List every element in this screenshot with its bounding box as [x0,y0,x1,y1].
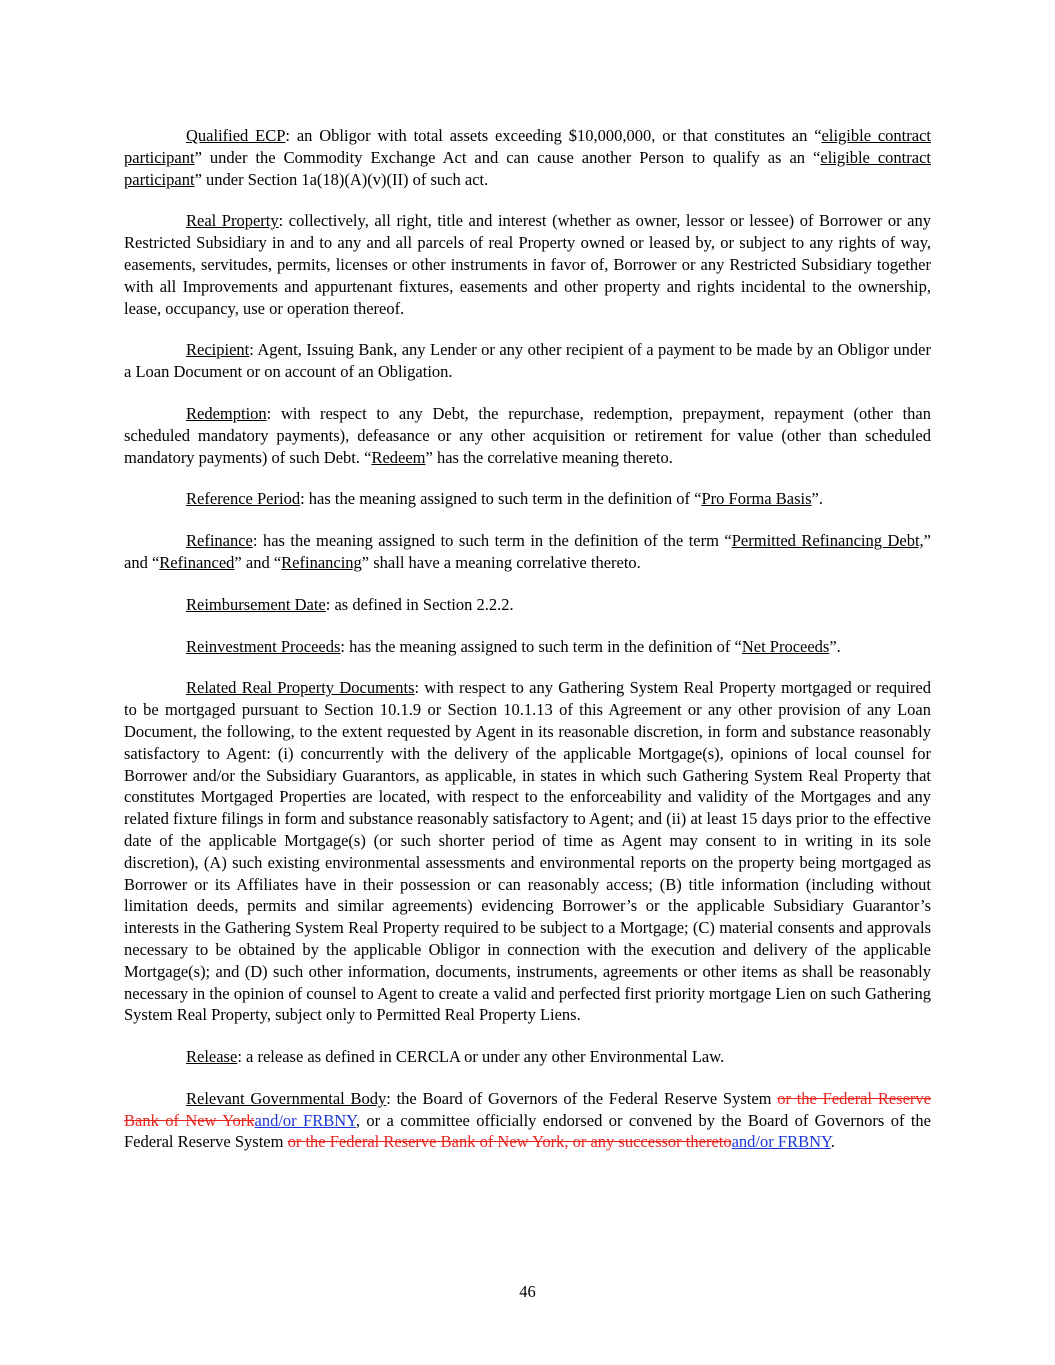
cross-reference: Redeem [371,447,426,467]
definition-text: : as defined in Section 2.2.2. [325,594,514,614]
inserted-text: and/or FRBNY [254,1110,356,1130]
definition-text: ” shall have a meaning correlative thereto. [361,552,641,572]
cross-reference: Net Proceeds [741,636,830,656]
definition-text: : has the meaning assigned to such term in the definition of the term “ [252,531,732,551]
definition-text: : an Obligor with total assets exceeding $10,000,000, or that constitutes an “ [285,126,822,145]
defined-term: Related Real Property Documents [186,678,415,698]
definition-text: ” and “ [124,531,931,572]
cross-reference: eligible contract participant [124,147,931,189]
cross-reference: Refinanced [159,552,235,572]
cross-reference: Pro Forma Basis [701,489,812,509]
cross-reference: Refinancing [281,552,362,572]
definition-text: ” and “ [234,552,282,572]
definition-reference-period [124,488,931,510]
definition-real-property [124,210,931,319]
definition-text: . [830,1132,835,1152]
defined-term: Reimbursement Date [186,594,326,614]
definition-text: ” under the Commodity Exchange Act and can cause another Person to qualify as an “ [194,147,821,167]
definition-text: ”. [829,636,841,656]
definition-release [124,1046,931,1068]
definition-recipient [124,339,931,383]
definition-text: : a release as defined in CERCLA or under any other Environmental Law. [237,1047,725,1067]
definition-redemption [124,403,931,468]
inserted-text: and/or FRBNY [731,1132,831,1152]
definition-text: ” under Section 1a(18)(A)(v)(II) of such act. [194,169,489,189]
definition-qualified-ecp [124,125,931,190]
definition-refinance [124,530,931,574]
definition-relevant-governmental-body [124,1088,931,1153]
definition-text: : collectively, all right, title and interest (whether as owner, lessor or lessee) of Borrower or any Restricted Subsidiary in and to any and all parcels of real Property owned or leased by, or subject to any rights of way, easements, servitudes, permits, licenses or other instruments in favor of, Borrower or any Restricted Subsidiary together with all Improvements and appurtenant fixtures, easements and other property and rights incidental to the ownership, lease, occupancy, use or operation thereof. [124,211,932,318]
defined-term: Qualified ECP [186,126,286,145]
definition-text: : has the meaning assigned to such term in the definition of “ [340,636,742,656]
defined-term: Reinvestment Proceeds [186,636,341,656]
deleted-text: or the Federal Reserve Bank of New York [124,1088,931,1130]
definition-text: : with respect to any Gathering System Real Property mortgaged or required to be mortgaged pursuant to Section 10.1.9 or Section 10.1.13 of this Agreement or any other provision of any Loan Document, the following, to the extent requested by Agent in its reasonable discretion, in form and substance reasonably satisfactory to Agent: (i) concurrently with the delivery of the applicable Mortgage(s), opinions of local counsel for Borrower and/or the Subsidiary Guarantors, as applicable, in states in which such Gathering System Real Property that constitutes Mortgaged Properties are located, with respect to the enforceability and validity of the Mortgages and any related fixture filings in form and substance reasonably satisfactory to Agent; and (ii) at least 15 days prior to the effective date of the applicable Mortgage(s) (or such shorter period of time as Agent may consent to in writing in its sole discretion), (A) such existing environmental assessments and environmental reports on the property being mortgaged as Borrower or its Affiliates have in their possession or can reasonably access; (B) title information (including without limitation deeds, permits and similar agreements) evidencing Borrower’s or the applicable Subsidiary Guarantor’s interests in the Gathering System Real Property required to be subject to a Mortgage; (C) material consents and approvals necessary to be obtained by the applicable Obligor in connection with the execution and delivery of the applicable Mortgage(s); and (D) such other information, documents, instruments, agreements or other items as shall be reasonably necessary in the opinion of counsel to Agent to create a valid and perfected first priority mortgage Lien on such Gathering System Real Property, subject only to Permitted Real Property Liens. [124,678,932,1025]
defined-term: Release [186,1047,238,1067]
definition-text: ” has the correlative meaning thereto. [425,447,673,467]
page-number: 46 [519,1282,536,1301]
cross-reference: Permitted Refinancing Debt, [731,531,924,551]
definition-text: , or a committee officially endorsed or convened by the Board of Governors of the Federal Reserve System [124,1110,931,1152]
definition-text: : the Board of Governors of the Federal Reserve System [386,1088,778,1108]
definition-text: : Agent, Issuing Bank, any Lender or any other recipient of a payment to be made by an Obligor under a Loan Document or on account of an Obligation. [124,340,931,382]
defined-term: Refinance [186,531,253,551]
defined-term: Reference Period [186,489,301,509]
document-page [124,125,931,1173]
cross-reference: eligible contract participant [124,126,931,167]
defined-term: Relevant Governmental Body [186,1088,387,1108]
defined-term: Redemption [186,403,267,423]
definition-reinvestment-proceeds [124,636,931,658]
defined-term: Recipient [186,340,250,360]
definition-reimbursement-date [124,594,931,616]
deleted-text: or the Federal Reserve Bank of New York, or any successor thereto [287,1132,732,1152]
defined-term: Real Property [186,211,279,231]
definition-text: ”. [811,489,823,509]
definition-text: : has the meaning assigned to such term in the definition of “ [300,489,702,509]
definition-related-real-property-documents [124,677,931,1026]
definition-text: : with respect to any Debt, the repurchase, redemption, prepayment, repayment (other than scheduled mandatory payments), defeasance or any other acquisition or retirement for value (other than scheduled mandatory payments) of such Debt. “ [124,403,931,467]
